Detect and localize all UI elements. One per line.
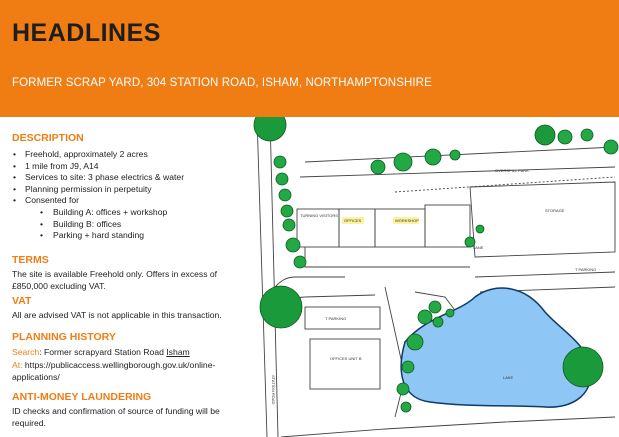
planning-heading: PLANNING HISTORY xyxy=(12,331,116,343)
list-item: • Services to site: 3 phase electrics & water xyxy=(12,172,184,184)
property-address: FORMER SCRAP YARD, 304 STATION ROAD, ISHAM, NORTHAMPTONSHIRE xyxy=(12,77,432,89)
plan-label: T PARKING xyxy=(325,316,347,321)
tree-icon xyxy=(260,286,302,328)
tree-icon xyxy=(476,225,484,233)
plan-label: WORKSHOP xyxy=(395,218,419,223)
plan-label: STATION ROAD xyxy=(271,375,276,405)
plan-label: OVERSPILL PARK xyxy=(495,168,529,173)
tree-icon xyxy=(279,189,291,201)
tree-icon xyxy=(371,160,385,174)
description-heading: DESCRIPTION xyxy=(12,132,84,144)
plan-label: OFFICES xyxy=(344,218,362,223)
tree-icon xyxy=(274,156,286,168)
tree-icon xyxy=(401,402,411,412)
tree-icon xyxy=(429,301,441,313)
tree-icon xyxy=(563,347,603,387)
tree-icon xyxy=(281,205,293,217)
search-place: Isham xyxy=(166,347,190,357)
search-text: : Former scrapyard Station Road xyxy=(39,347,167,357)
tree-icon xyxy=(254,117,286,141)
tree-icon xyxy=(535,125,555,145)
planning-link[interactable]: https://publicaccess.wellingborough.gov.uk/online-applications/ xyxy=(12,360,216,382)
consent-list xyxy=(12,207,184,242)
list-item: • Planning permission in perpetuity xyxy=(12,184,184,196)
tree-icon xyxy=(402,361,414,373)
terms-heading: TERMS xyxy=(12,254,49,266)
tree-icon xyxy=(558,130,572,144)
vat-text: All are advised VAT is not applicable in this transaction. xyxy=(12,310,222,320)
access-road xyxy=(275,277,345,287)
building-b xyxy=(310,339,380,389)
at-label: At: xyxy=(12,360,23,370)
plan-label: T PARKING xyxy=(575,267,597,272)
tree-icon xyxy=(581,129,593,141)
aml-text: ID checks and confirmation of source of funding will be required. xyxy=(12,406,220,428)
header-banner xyxy=(0,0,619,117)
building-workshop xyxy=(375,209,425,247)
building-offices xyxy=(339,209,375,247)
planning-search xyxy=(12,347,190,359)
boundary-line xyxy=(300,167,615,177)
search-label: Search xyxy=(12,347,40,357)
hedge-line xyxy=(395,177,615,192)
tree-icon xyxy=(450,150,460,160)
tree-icon xyxy=(394,153,412,171)
boundary-line xyxy=(281,417,615,437)
list-item: • Parking + hard standing xyxy=(12,230,184,242)
list-item: • Building A: offices + workshop xyxy=(12,207,184,219)
plan-label: LANE xyxy=(473,245,484,250)
plan-label: OFFICES UNIT B xyxy=(330,356,362,361)
tree-icon xyxy=(294,256,306,268)
tree-icon xyxy=(276,173,288,185)
terms-text: The site is available Freehold only. Offers in excess of £850,000 excluding VAT. xyxy=(12,269,218,291)
site-plan xyxy=(245,117,619,437)
tree-icon xyxy=(397,383,409,395)
tree-icon xyxy=(433,317,443,327)
description-list xyxy=(12,149,184,242)
tree-icon xyxy=(407,334,423,350)
tree-icon xyxy=(286,238,300,252)
vat-heading: VAT xyxy=(12,295,32,307)
tree-icon xyxy=(604,140,618,154)
tree-icon xyxy=(425,149,441,165)
list-item: • 1 mile from J9, A14 xyxy=(12,161,184,173)
aml-heading: ANTI-MONEY LAUNDERING xyxy=(12,391,152,403)
list-item: • Consented for xyxy=(12,195,184,207)
storage-area xyxy=(470,182,615,257)
plan-label: LAKE xyxy=(503,375,514,380)
plan-label: STORAGE xyxy=(545,208,565,213)
building-annex xyxy=(425,205,470,247)
page-title: HEADLINES xyxy=(12,19,161,47)
tree-icon xyxy=(446,309,454,317)
list-item: • Building B: offices xyxy=(12,219,184,231)
site-plan-drawing xyxy=(245,117,619,437)
list-item: • Freehold, approximately 2 acres xyxy=(12,149,184,161)
road-edge xyxy=(257,117,267,437)
planning-url[interactable] xyxy=(12,360,246,383)
plan-label: TURNING VISITORS xyxy=(300,213,338,218)
tree-icon xyxy=(283,219,295,231)
parking-line xyxy=(475,272,615,277)
yard-edge xyxy=(305,247,470,267)
tree-icon xyxy=(418,310,432,324)
